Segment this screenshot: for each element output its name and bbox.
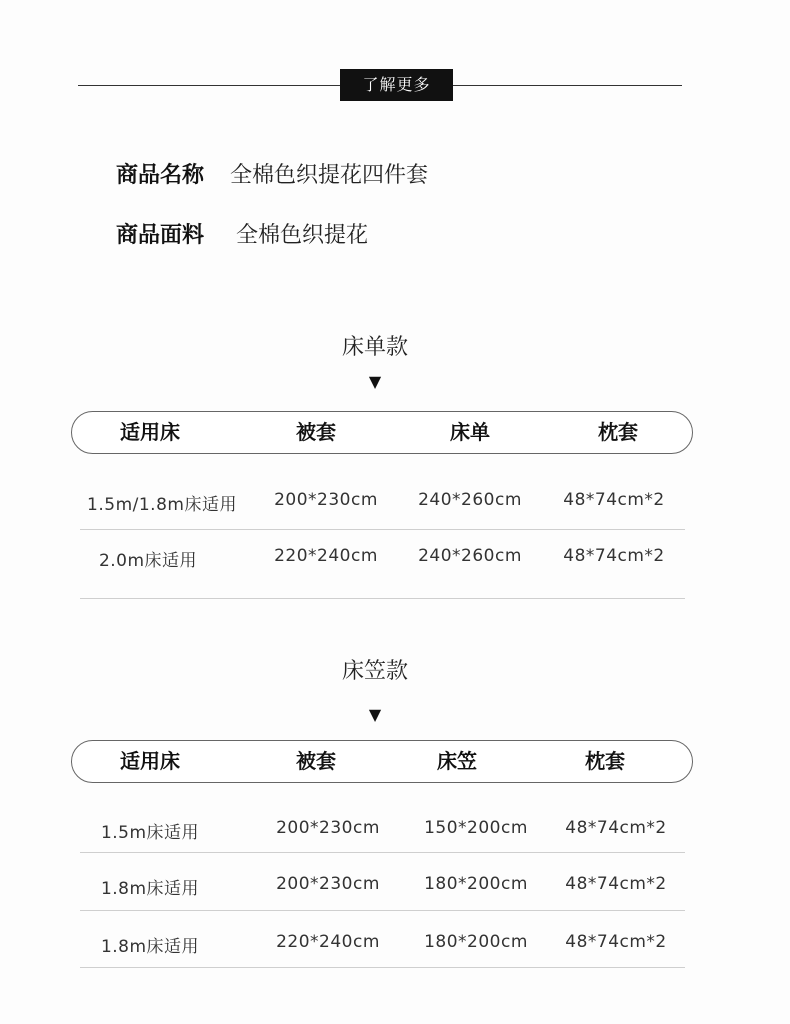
fitted-section-title: 床笠款 [341, 659, 408, 684]
product-fabric-row [116, 218, 368, 249]
table-cell: 48*74cm*2 [565, 932, 667, 952]
row-divider [80, 598, 685, 599]
column-header-pillowcase: 枕套 [598, 420, 638, 444]
row-divider [80, 967, 685, 968]
table-cell: 200*230cm [274, 490, 378, 510]
table-cell: 48*74cm*2 [565, 818, 667, 838]
column-header-fitted-sheet: 床笠 [437, 749, 477, 773]
row-divider [80, 529, 685, 530]
column-header-sheet: 床单 [450, 420, 490, 444]
table-cell: 240*260cm [418, 546, 522, 566]
fitted-table-header [71, 740, 693, 783]
table-cell: 48*74cm*2 [563, 546, 665, 566]
table-cell: 48*74cm*2 [563, 490, 665, 510]
column-header-duvet: 被套 [296, 749, 336, 773]
table-cell: 220*240cm [276, 932, 380, 952]
down-arrow-icon: ▼ [368, 705, 382, 724]
column-header-bed: 适用床 [120, 749, 180, 773]
product-fabric-key: 商品面料 [116, 223, 205, 248]
sheet-table-header [71, 411, 693, 454]
product-name-row [116, 158, 428, 189]
row-divider [80, 910, 685, 911]
table-cell: 200*230cm [276, 818, 380, 838]
table-cell: 240*260cm [418, 490, 522, 510]
table-cell: 150*200cm [424, 818, 528, 838]
sheet-section-title: 床单款 [341, 335, 408, 360]
table-cell: 1.8m床适用 [100, 879, 200, 899]
learn-more-label: 了解更多 [340, 69, 453, 101]
table-cell: 1.5m/1.8m床适用 [87, 495, 237, 515]
row-divider [80, 852, 685, 853]
product-name-value: 全棉色织提花四件套 [230, 163, 429, 188]
down-arrow-icon: ▼ [368, 372, 382, 391]
product-fabric-value: 全棉色织提花 [236, 223, 369, 248]
table-cell: 180*200cm [424, 874, 528, 894]
column-header-bed: 适用床 [120, 420, 180, 444]
table-cell: 1.5m床适用 [100, 823, 200, 843]
table-cell: 2.0m床适用 [98, 551, 198, 571]
table-cell: 180*200cm [424, 932, 528, 952]
product-name-key: 商品名称 [116, 163, 205, 188]
table-cell: 200*230cm [276, 874, 380, 894]
column-header-pillowcase: 枕套 [585, 749, 625, 773]
table-cell: 48*74cm*2 [565, 874, 667, 894]
table-cell: 1.8m床适用 [100, 937, 200, 957]
column-header-duvet: 被套 [296, 420, 336, 444]
table-cell: 220*240cm [274, 546, 378, 566]
